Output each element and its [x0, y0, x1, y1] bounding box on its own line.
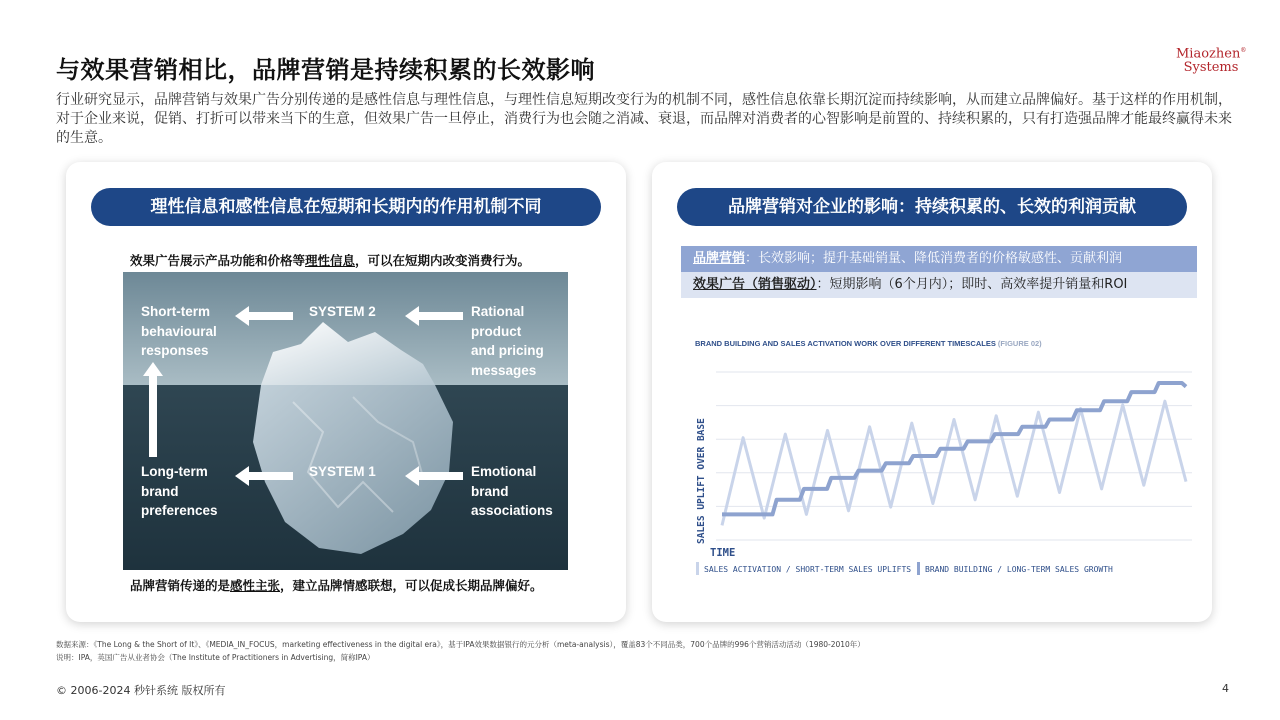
short-term-line2: behavioural	[141, 323, 217, 339]
bottom-caption	[130, 576, 543, 594]
long-term-line1: Long-term	[141, 464, 208, 479]
long-term-line2: brand	[141, 483, 179, 499]
rational-line2: product	[471, 323, 522, 339]
logo-mark: ®	[1240, 47, 1247, 54]
top-caption	[130, 251, 530, 269]
chart-title-suffix: (FIGURE 02)	[997, 339, 1042, 348]
long-term-label	[141, 462, 218, 521]
legend-label: BRAND BUILDING / LONG-TERM SALES GROWTH	[925, 565, 1113, 574]
left-card	[66, 162, 626, 622]
performance-ad-row	[681, 272, 1197, 298]
emotional-line2: brand	[471, 483, 509, 499]
short-term-label	[141, 302, 217, 361]
top-caption-post: ，可以在短期内改变消费行为。	[355, 253, 531, 268]
series-brand-building	[722, 383, 1186, 514]
rational-line4: messages	[471, 362, 537, 378]
chart-title: BRAND BUILDING AND SALES ACTIVATION WORK OVER DIFFERENT TIMESCALES (FIGURE 02)	[695, 339, 1042, 348]
bottom-caption-emphasis: 感性主张	[230, 578, 281, 593]
chart-series	[722, 383, 1186, 525]
brand-marketing-text: ：长效影响；提升基础销量、降低消费者的价格敏感性、贡献利润	[745, 251, 1123, 266]
left-card-header: 理性信息和感性信息在短期和长期内的作用机制不同	[91, 188, 601, 226]
bottom-caption-pre: 品牌营销传递的是	[130, 578, 231, 593]
logo-line2: Systems	[1183, 60, 1239, 76]
top-caption-emphasis: 理性信息	[305, 253, 356, 268]
page-title: 与效果营销相比，品牌营销是持续积累的长效影响	[56, 56, 595, 84]
source-note	[56, 638, 865, 664]
performance-ad-text: ：短期影响（6个月内）；即时、高效率提升销量和ROI	[816, 277, 1128, 292]
sales-uplift-chart	[692, 332, 1192, 582]
right-card-header: 品牌营销对企业的影响：持续积累的、长效的利润贡献	[677, 188, 1187, 226]
legend-swatch	[917, 562, 920, 575]
legend-label: SALES ACTIVATION / SHORT-TERM SALES UPLIFTS	[704, 565, 912, 574]
chart-x-axis-label: TIME	[710, 547, 736, 559]
brand-marketing-row	[681, 246, 1197, 272]
brand-marketing-label: 品牌营销	[693, 251, 746, 266]
system1-label: SYSTEM 1	[309, 464, 376, 479]
short-term-line1: Short-term	[141, 304, 211, 319]
rational-line3: and pricing	[471, 343, 544, 358]
miaozhen-logo	[1176, 44, 1246, 75]
chart-y-axis-label: SALES UPLIFT OVER BASE	[696, 418, 707, 544]
source-line2: 说明：IPA，英国广告从业者协会（The Institute of Practitioners in Advertising，简称IPA）	[56, 653, 375, 662]
intro-paragraph: 行业研究显示，品牌营销与效果广告分别传递的是感性信息与理性信息，与理性信息短期改变行为的机制不同，感性信息依靠长期沉淀而持续影响，从而建立品牌偏好。基于这样的作用机制，对于企业来说，促销、打折可以带来当下的生意，但效果广告一旦停止，消费行为也会随之消减、衰退，而品牌对消费者的心智影响是前置的、持续积累的，只有打造强品牌才能最终赢得未来的生意。	[56, 92, 1232, 146]
performance-ad-label: 效果广告（销售驱动）	[693, 277, 817, 292]
long-term-line3: preferences	[141, 503, 218, 518]
right-card	[652, 162, 1212, 622]
source-line1: 数据来源：《The Long & the Short of It》、《MEDIA_IN_FOCUS，marketing effectiveness in the digital era》，基于IPA效果数据银行的元分析（meta-analysis），覆盖83个不同品类，700个品牌的996个营销活动活动（1980-2010年）	[56, 640, 865, 649]
copyright: © 2006-2024 秒针系统 版权所有	[56, 684, 226, 697]
iceberg-diagram	[123, 272, 568, 570]
page-number: 4	[1222, 682, 1229, 695]
rational-line1: Rational	[471, 304, 525, 319]
logo-line1: Miaozhen	[1176, 46, 1241, 62]
emotional-line3: associations	[471, 503, 553, 518]
emotional-line1: Emotional	[471, 464, 537, 479]
chart-legend	[696, 562, 1113, 575]
rational-label	[471, 302, 544, 380]
chart-grid	[716, 372, 1192, 540]
emotional-label	[471, 462, 553, 521]
bottom-caption-post: ，建立品牌情感联想，可以促成长期品牌偏好。	[280, 578, 543, 593]
short-term-line3: responses	[141, 343, 209, 358]
legend-swatch	[696, 562, 699, 575]
system2-label: SYSTEM 2	[309, 304, 376, 319]
top-caption-pre: 效果广告展示产品功能和价格等	[130, 253, 306, 268]
